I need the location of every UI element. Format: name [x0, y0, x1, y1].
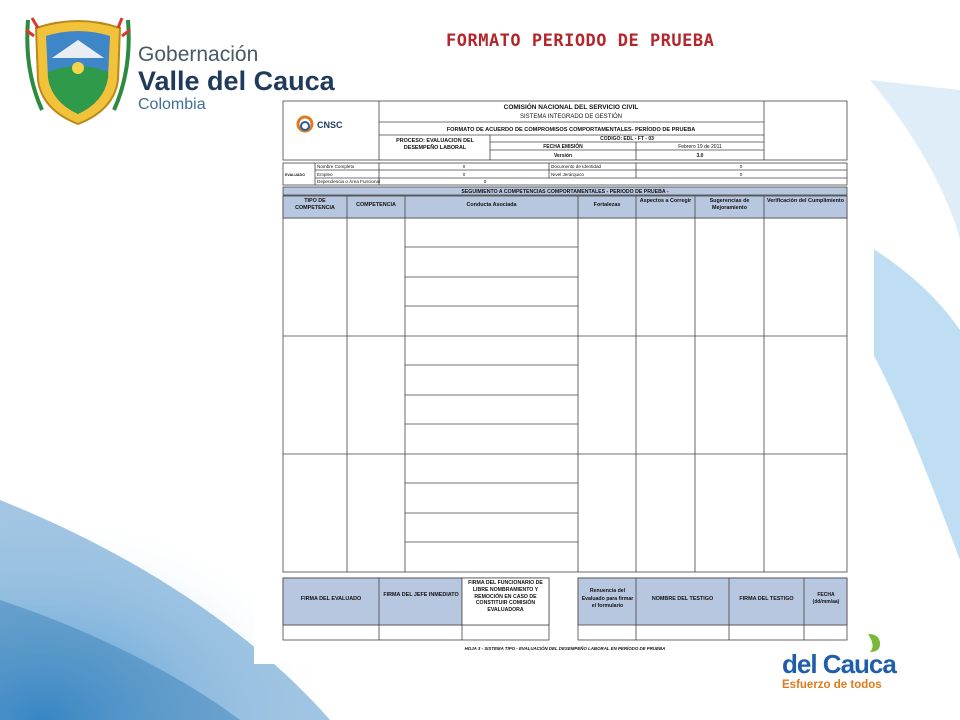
sig-nombre-testigo: NOMBRE DEL TESTIGO: [651, 596, 714, 602]
col-aspectos: Aspectos a Corregir: [639, 198, 692, 204]
logo-line-2: Valle del Cauca: [138, 66, 335, 96]
col-tipo: TIPO DE COMPETENCIA: [295, 198, 335, 211]
sig-funcionario: FIRMA DEL FUNCIONARIO DE LIBRE NOMBRAMIENTO Y REMOCIÓN EN CASO DE CONSTITUIR COMISIÓN EVALUADORA: [468, 580, 543, 614]
col-fortalezas: Fortalezas: [593, 202, 621, 208]
value-documento: 0: [739, 164, 743, 169]
code-label: CODIGO: EDL - FT - 03: [600, 136, 654, 142]
sig-fecha: FECHA (dd/mm/aa): [812, 592, 840, 605]
process-label: PROCESO: EVALUACIÓN DEL DESEMPEÑO LABORAL: [396, 138, 474, 151]
value-nivel: 0: [739, 172, 743, 177]
cnsc-logo-text: CNSC: [317, 120, 343, 130]
value-dependencia: 0: [483, 179, 487, 184]
value-empleo: 0: [462, 172, 466, 177]
logo-line-3: Colombia: [138, 96, 206, 113]
footer-brand-name: del Cauca: [782, 649, 896, 679]
col-conducta: Conducta Asociada: [466, 202, 517, 208]
sig-evaluado: FIRMA DEL EVALUADO: [300, 596, 362, 602]
sig-firma-testigo: FIRMA DEL TESTIGO: [739, 596, 794, 602]
logo-line-1: Gobernación: [138, 43, 259, 66]
version-value: 3.0: [696, 153, 704, 159]
evaluado-label: EVALUADO: [285, 173, 305, 177]
sig-renuencia: Renuencia del Evaluado para firmar el formulario: [581, 588, 634, 609]
field-documento: Documento de Identidad: [551, 164, 602, 169]
field-dependencia: Dependencia o Área Funcional: [317, 179, 381, 184]
field-nombre: Nombre Completo: [317, 164, 355, 169]
col-sugerencias: Sugerencias de Mejoramiento: [709, 198, 750, 211]
field-empleo: Empleo: [317, 172, 333, 177]
page-title: FORMATO PERIODO DE PRUEBA: [446, 31, 715, 51]
system-name: SISTEMA INTEGRADO DE GESTIÓN: [519, 114, 623, 120]
col-verificacion: Verificación del Cumplimiento: [767, 198, 844, 204]
date-value: Febrero 19 de 2011: [678, 144, 722, 150]
footnote: HOJA 3 - SISTEMA TIPO - EVALUACIÓN DEL DESEMPEÑO LABORAL EN PERÍODO DE PRUEBA: [464, 646, 666, 651]
footer-slogan: Esfuerzo de todos: [782, 679, 882, 691]
section-title: SEGUIMIENTO A COMPETENCIAS COMPORTAMENTALES - PERIODO DE PRUEBA -: [461, 189, 669, 195]
sig-jefe: FIRMA DEL JEFE INMEDIATO: [383, 592, 459, 598]
field-nivel: Nivel Jerárquico: [551, 172, 584, 177]
version-label: Versión: [553, 153, 573, 159]
org-name: COMISIÓN NACIONAL DEL SERVICIO CIVIL: [503, 104, 639, 111]
date-label: FECHA EMISIÓN: [543, 144, 583, 150]
footer-brand: [782, 650, 896, 692]
col-competencia: COMPETENCIA: [356, 202, 396, 208]
cnsc-logo: [298, 117, 343, 131]
value-nombre: 0: [462, 164, 466, 169]
form-name: FORMATO DE ACUERDO DE COMPROMISOS COMPORTAMENTALES- PERÍODO DE PRUEBA: [446, 127, 696, 133]
